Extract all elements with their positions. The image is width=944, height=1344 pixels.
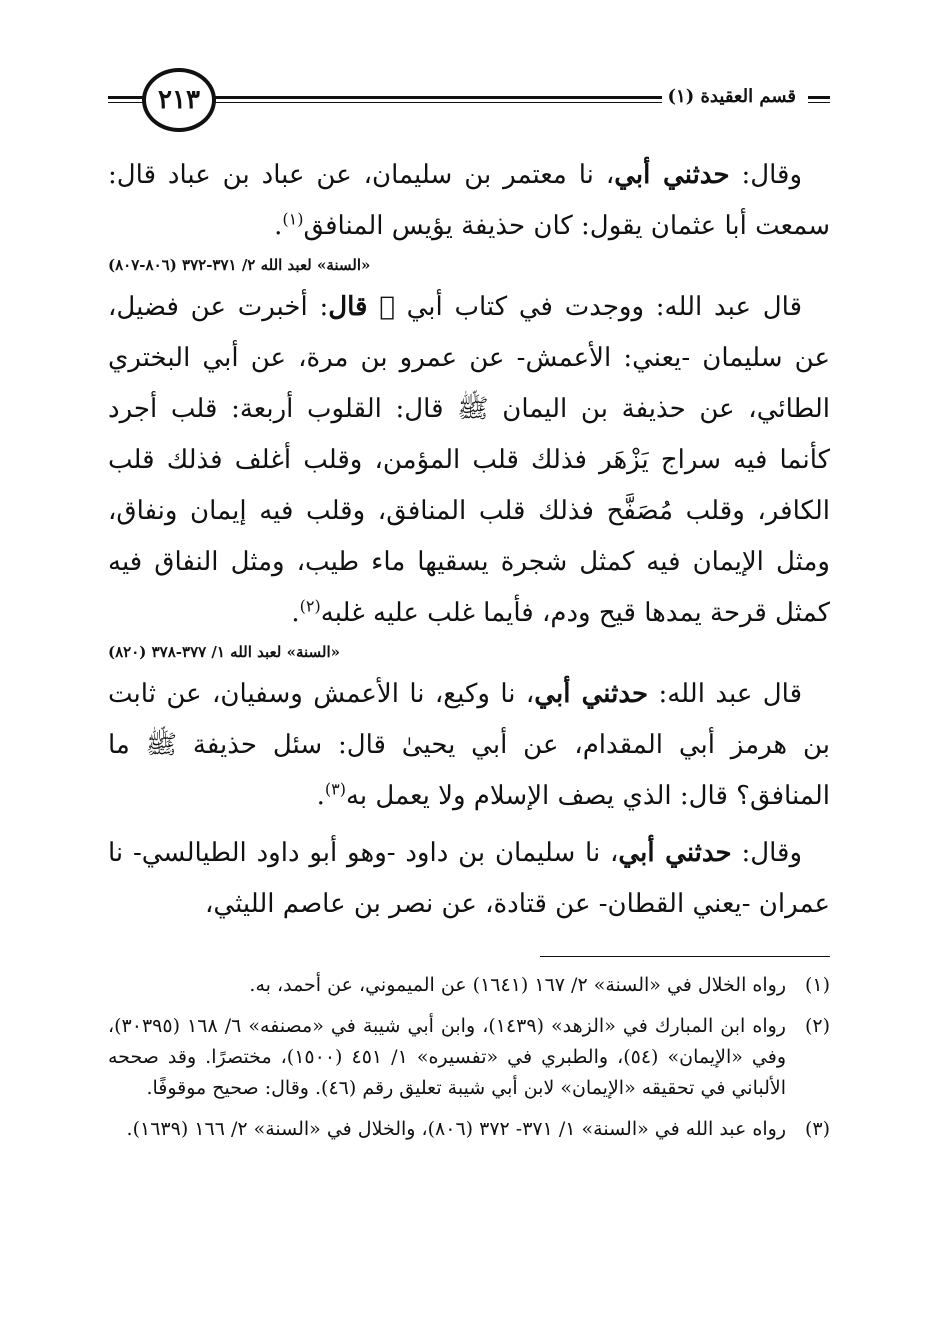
page-number: ٢١٣: [142, 68, 216, 132]
running-title: قسم العقيدة (١): [662, 86, 802, 107]
p1-bold: حدثني أبي: [614, 160, 730, 190]
footnote-number: (١): [804, 974, 830, 996]
p2-bold: قال: [328, 292, 368, 322]
footnote-number: (٣): [804, 1118, 830, 1140]
footnote-number: (٢): [804, 1015, 830, 1037]
footnote-divider: [540, 956, 830, 957]
footnote-ref-2[interactable]: (٢): [299, 596, 321, 616]
footnote-ref-3[interactable]: (٣): [324, 779, 346, 799]
p2-end: .: [291, 598, 300, 628]
p4-pre: وقال:: [731, 838, 803, 868]
p4-post: ، نا سليمان بن داود -وهو أبو داود الطيالسي- نا عمران -يعني القطان- عن قتادة، عن نصر بن عاصم الليثي،: [108, 838, 830, 919]
footnote-text: رواه عبد الله في «السنة» ١/ ٣٧١- ٣٧٢ (٨٠٦)، والخلال في «السنة» ٢/ ١٦٦ (١٦٣٩).: [126, 1118, 786, 1140]
p3-bold: حدثني أبي: [534, 679, 649, 709]
source-citation-1: «السنة» لعبد الله ٢/ ٣٧١-٣٧٢ (٨٠٦-٨٠٧): [108, 256, 371, 274]
footnote-ref-1[interactable]: (١): [282, 209, 304, 229]
p1-post: ، نا معتمر بن سليمان، عن عباد بن عباد قال: سمعت أبا عثمان يقول: كان حذيفة يؤيس المنافق: [108, 160, 830, 241]
footnote-1: [108, 970, 830, 1001]
page-header: [108, 66, 830, 136]
p4-bold: حدثني أبي: [618, 838, 732, 868]
footnote-2: [108, 1011, 830, 1104]
main-text: [108, 150, 830, 930]
paragraph-3: [108, 669, 830, 822]
p3-post: ، نا وكيع، نا الأعمش وسفيان، عن ثابت بن هرمز أبي المقدام، عن أبي يحيىٰ قال: سئل حذيفة ﷺ ما المنافق؟ قال: الذي يصف الإسلام ولا يعمل به: [108, 679, 830, 811]
p1-end: .: [274, 211, 283, 241]
p1-pre: وقال:: [729, 160, 803, 190]
paragraph-4: [108, 828, 830, 930]
footnote-3: [108, 1114, 830, 1145]
p3-pre: قال عبد الله:: [648, 679, 802, 709]
footnotes: [108, 970, 830, 1155]
paragraph-2: [108, 282, 830, 639]
p3-end: .: [316, 781, 325, 811]
footnote-text: رواه ابن المبارك في «الزهد» (١٤٣٩)، وابن أبي شيبة في «مصنفه» ٦/ ١٦٨ (٣٠٣٩٥)، وفي «الإيمان» (٥٤)، والطبري في «تفسيره» ١/ ٤٥١ (١٥٠٠)، مختصرًا. وقد صححه الألباني في تحقيقه «الإيمان» لابن أبي شيبة تعليق رقم (٤٦). وقال: صحيح موقوفًا.: [108, 1015, 787, 1099]
p2-pre: قال عبد الله: ووجدت في كتاب أبي ﷬: [367, 292, 802, 322]
p2-post: : أخبرت عن فضيل، عن سليمان -يعني: الأعمش- عن عمرو بن مرة، عن أبي البختري الطائي، عن حذيفة بن اليمان ﷺ قال: القلوب أربعة: قلب أجرد كأنما فيه سراج يَزْهَر فذلك قلب المؤمن، وقلب أغلف فذلك قلب الكافر، وقلب مُصَفَّح فذلك قلب المنافق، وقلب فيه إيمان ونفاق، ومثل الإيمان فيه كمثل شجرة يسقيها ماء طيب، ومثل النفاق فيه كمثل قرحة يمدها قيح ودم، فأيما غلب عليه غلبه: [108, 292, 831, 628]
source-citation-2: «السنة» لعبد الله ١/ ٣٧٧-٣٧٨ (٨٢٠): [108, 643, 341, 661]
paragraph-1: [108, 150, 830, 252]
footnote-text: رواه الخلال في «السنة» ٢/ ١٦٧ (١٦٤١) عن الميموني، عن أحمد، به.: [249, 974, 786, 996]
header-rule-right: [808, 96, 830, 103]
